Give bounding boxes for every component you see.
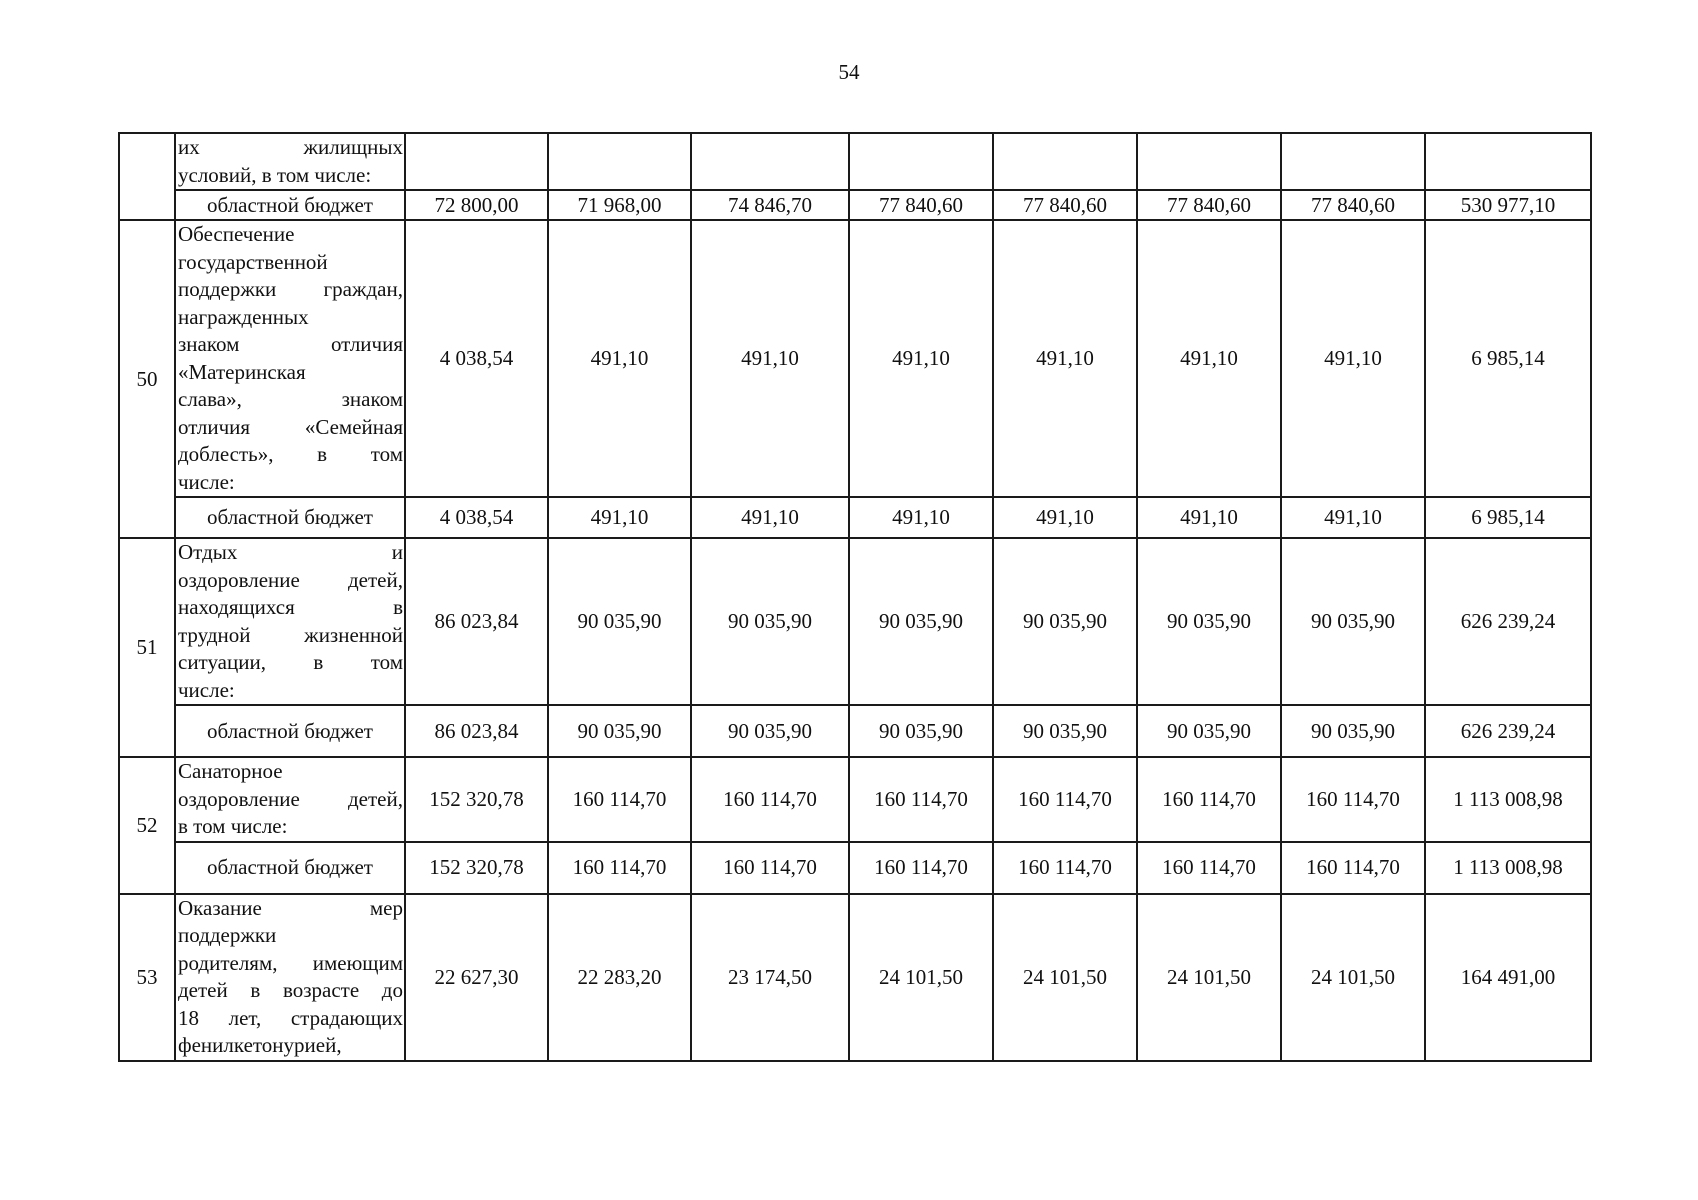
table-row: [119, 538, 1591, 705]
item-name-line: числе:: [178, 677, 235, 702]
budget-value-cell: 72 800,00: [405, 190, 548, 220]
value-cell: 491,10: [691, 220, 849, 497]
value-cell: 491,10: [1281, 220, 1425, 497]
table-row: [119, 220, 1591, 497]
budget-value-cell: 491,10: [1137, 497, 1281, 538]
budget-value-cell: 90 035,90: [691, 705, 849, 757]
item-name-line: Отдых и: [178, 540, 403, 564]
value-cell: 491,10: [548, 220, 691, 497]
table-row: [119, 133, 1591, 190]
value-cell: 90 035,90: [548, 538, 691, 705]
item-name-line: фенилкетонурией,: [178, 1033, 342, 1057]
budget-value-cell: 90 035,90: [1281, 705, 1425, 757]
item-name-cell: [175, 538, 405, 705]
item-name-cell: [175, 757, 405, 842]
budget-label: областной бюджет: [175, 497, 405, 538]
value-cell: 160 114,70: [1137, 757, 1281, 842]
value-cell: 160 114,70: [548, 757, 691, 842]
budget-row: [119, 842, 1591, 894]
item-name-line: Оказание мер: [178, 895, 403, 920]
budget-value-cell: 491,10: [548, 497, 691, 538]
value-cell: [691, 133, 849, 190]
budget-value-cell: 160 114,70: [1137, 842, 1281, 894]
value-cell: 4 038,54: [405, 220, 548, 497]
item-name-line: родителям, имеющим: [178, 950, 403, 975]
item-name-cell: [175, 894, 405, 1061]
value-cell: 491,10: [1137, 220, 1281, 497]
budget-label: областной бюджет: [175, 705, 405, 757]
budget-value-cell: 160 114,70: [993, 842, 1137, 894]
value-cell: 90 035,90: [993, 538, 1137, 705]
item-name-line: условий, в том числе:: [178, 162, 372, 187]
budget-value-cell: 90 035,90: [1137, 705, 1281, 757]
value-cell: 24 101,50: [993, 894, 1137, 1061]
budget-value-cell: 90 035,90: [548, 705, 691, 757]
item-name-line: государственной: [178, 249, 328, 274]
value-cell: 24 101,50: [849, 894, 993, 1061]
item-name-line: их жилищных: [178, 135, 403, 159]
value-cell: [405, 133, 548, 190]
value-cell: 160 114,70: [1281, 757, 1425, 842]
item-name-line: награжденных: [178, 304, 309, 329]
budget-value-cell: 491,10: [691, 497, 849, 538]
row-number: 51: [119, 538, 175, 757]
item-name-line: «Материнская: [178, 359, 306, 384]
budget-value-cell: 86 023,84: [405, 705, 548, 757]
row-number: 52: [119, 757, 175, 894]
budget-row: [119, 497, 1591, 538]
value-cell: 160 114,70: [691, 757, 849, 842]
table-row: [119, 757, 1591, 842]
budget-value-cell: 491,10: [1281, 497, 1425, 538]
item-name-line: Санаторное: [178, 759, 283, 783]
item-name-line: трудной жизненной: [178, 622, 403, 647]
budget-table: [118, 132, 1592, 1062]
budget-value-cell: 90 035,90: [849, 705, 993, 757]
value-cell: 152 320,78: [405, 757, 548, 842]
value-cell: 86 023,84: [405, 538, 548, 705]
item-name-line: оздоровление детей,: [178, 786, 403, 811]
budget-value-cell: 74 846,70: [691, 190, 849, 220]
value-cell: 164 491,00: [1425, 894, 1591, 1061]
budget-label: областной бюджет: [175, 842, 405, 894]
value-cell: [993, 133, 1137, 190]
budget-value-cell: 77 840,60: [849, 190, 993, 220]
table-body: [119, 133, 1591, 1061]
item-name-line: слава», знаком: [178, 387, 403, 411]
value-cell: [548, 133, 691, 190]
budget-value-cell: 160 114,70: [548, 842, 691, 894]
value-cell: [1425, 133, 1591, 190]
value-cell: 1 113 008,98: [1425, 757, 1591, 842]
budget-value-cell: 491,10: [993, 497, 1137, 538]
page-number: 54: [838, 60, 860, 84]
value-cell: 90 035,90: [849, 538, 993, 705]
budget-value-cell: 160 114,70: [1281, 842, 1425, 894]
value-cell: [1281, 133, 1425, 190]
budget-value-cell: 71 968,00: [548, 190, 691, 220]
value-cell: 160 114,70: [993, 757, 1137, 842]
value-cell: 23 174,50: [691, 894, 849, 1061]
value-cell: 24 101,50: [1281, 894, 1425, 1061]
budget-value-cell: 77 840,60: [1281, 190, 1425, 220]
item-name-line: оздоровление детей,: [178, 567, 403, 592]
value-cell: 22 627,30: [405, 894, 548, 1061]
table-row: [119, 894, 1591, 1061]
budget-value-cell: 77 840,60: [1137, 190, 1281, 220]
row-number: [119, 133, 175, 220]
value-cell: 6 985,14: [1425, 220, 1591, 497]
budget-value-cell: 491,10: [849, 497, 993, 538]
value-cell: 491,10: [993, 220, 1137, 497]
value-cell: 90 035,90: [1137, 538, 1281, 705]
item-name-line: находящихся в: [178, 595, 403, 619]
budget-value-cell: 77 840,60: [993, 190, 1137, 220]
item-name-line: отличия «Семейная: [178, 414, 403, 439]
item-name-line: числе:: [178, 469, 235, 494]
item-name-line: поддержки: [178, 923, 277, 947]
budget-label: областной бюджет: [175, 190, 405, 220]
row-number: 50: [119, 220, 175, 538]
budget-value-cell: 626 239,24: [1425, 705, 1591, 757]
value-cell: 24 101,50: [1137, 894, 1281, 1061]
value-cell: 90 035,90: [1281, 538, 1425, 705]
budget-value-cell: 90 035,90: [993, 705, 1137, 757]
budget-value-cell: 160 114,70: [691, 842, 849, 894]
value-cell: 491,10: [849, 220, 993, 497]
budget-value-cell: 160 114,70: [849, 842, 993, 894]
budget-row: [119, 705, 1591, 757]
budget-value-cell: 4 038,54: [405, 497, 548, 538]
item-name-line: детей в возрасте до: [178, 978, 403, 1002]
item-name-line: ситуации, в том: [178, 650, 403, 674]
item-name-line: в том числе:: [178, 814, 288, 838]
value-cell: 160 114,70: [849, 757, 993, 842]
value-cell: 626 239,24: [1425, 538, 1591, 705]
budget-value-cell: 152 320,78: [405, 842, 548, 894]
item-name-line: доблесть», в том: [178, 442, 403, 466]
budget-row: [119, 190, 1591, 220]
item-name-line: поддержки граждан,: [178, 277, 403, 301]
budget-value-cell: 6 985,14: [1425, 497, 1591, 538]
budget-value-cell: 530 977,10: [1425, 190, 1591, 220]
value-cell: 90 035,90: [691, 538, 849, 705]
item-name-cell: [175, 133, 405, 190]
value-cell: [849, 133, 993, 190]
row-number: 53: [119, 894, 175, 1061]
item-name-cell: [175, 220, 405, 497]
value-cell: 22 283,20: [548, 894, 691, 1061]
value-cell: [1137, 133, 1281, 190]
item-name-line: Обеспечение: [178, 222, 295, 246]
budget-value-cell: 1 113 008,98: [1425, 842, 1591, 894]
item-name-line: 18 лет, страдающих: [178, 1005, 403, 1030]
item-name-line: знаком отличия: [178, 332, 403, 356]
